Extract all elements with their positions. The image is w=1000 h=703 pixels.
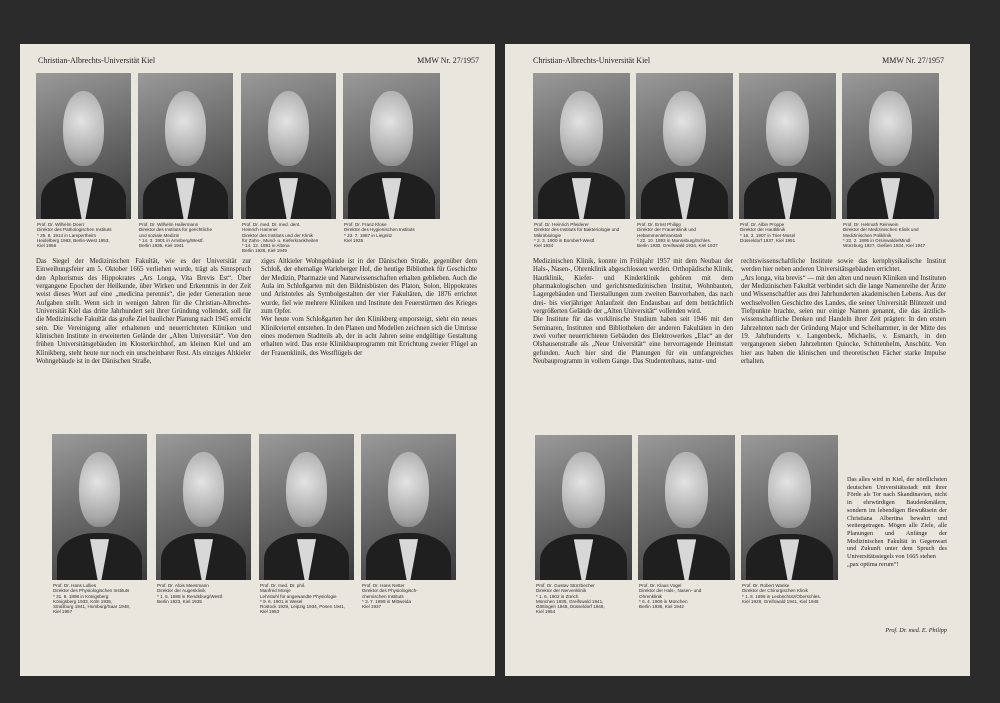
portrait-photo	[636, 73, 733, 219]
portrait-photo	[638, 435, 735, 580]
portrait-caption: Prof. Dr. Franz Klose Direktor des Hygienischen Instituts * 23. 7. 1887 in Liegnitz Kiel 1935	[344, 222, 415, 243]
portrait-photo	[138, 73, 233, 219]
right-page	[505, 44, 970, 676]
article-text-column: Medizinischen Klinik, konnte im Frühjahr 1957 mit dem Neubau der Hals-, Nasen-, Ohrenklinik abgeschlossen werden. Orthopädische Klinik, Hautklinik, Kiefer- und Kinderklinik gehören mit dem pharmakologischen und gerichtsmedizinischen Institut, Wohnbauten, Lagergebäuden und Tierstallungen zum zweiten Bauvorhaben, das nach drei- bis vierjähriger Anlaufzeit den Endausbau auf dem beträchtlich vergrößerten Gelände der „Alten Universität“ vollenden wird. Die Institute für das vorklinische Studium haben seit 1946 mit den Seminaren, Instituten und Bibliotheken der anderen Fakultäten in den zwei vorher neuerrichteten Gebäuden des Elektrowerkes „Elac“ an der Olshausenstraße als „Neue Universität“ eine hervorragende Heimstatt gefunden. Auch hier sind die Planungen für ein umfangreiches Neubauprogramm in vollem Gange. Das Studentenhaus, natur- und	[533, 258, 733, 366]
left-page	[20, 44, 495, 676]
portrait-caption: Prof. Dr. Hans Lullies Direktor des Physiologischen Instituts * 31. 8. 1898 in Königsberg Königsberg 1933, Köln 1935, Straßburg 1941, Homburg/Saar 1948, Kiel 1957	[53, 583, 131, 615]
portrait-caption: Prof. Dr. Ernst Philipp Direktor der Frauenklinik und Hebammenlehranstalt * 22. 10. 1893 in Mannsburg/Schles. Berlin 1930, Greifswald 1934, Kiel 1937	[637, 222, 718, 249]
article-text-column: ziges Altkieler Wohngebäude ist in der Dänischen Straße, gegenüber dem Schloß, der ehemalige Warleberger Hof, die heutige Bibliothek für Geschichte der Medizin, Pharmazie und Naturwissenschaften erhalten geblieben. Auch die Aula im Schloßgarten mit den Bildnisbüsten des Platon, Solon, Hippokrates und Aristoteles als Symbolgestalten der vier Fakultäten, die 1876 errichtet wurde, fiel wie mehrere Kliniken und Institute den Feuerstürmen des Krieges zum Opfer. Wer heute vom Schloßgarten her den Klinikberg emporsteigt, sieht ein neues Klinikviertel entstehen. In den Planen und Modellen zeichnen sich die Umrisse eines modernen Stadtteils ab, der in acht Jahren seine endgültige Gestaltung erhalten wird. Das erste Klinikbauprogramm mit Errichtung zweier Flügel an der Frauenklinik, des Westflügels der	[261, 258, 477, 357]
portrait-caption: Prof. Dr. Hans Netter Direktor des Physiologisch- chemischen Instituts * 3. 7. 1899 in Mittweida Kiel 1937	[362, 583, 418, 610]
portrait-caption: Prof. Dr. Robert Wanke Direktor der Chirurgischen Klinik * 1. 8. 1896 in Leobschütz/Oberschles. Kiel 1928, Greifswald 1941, Kiel 1946	[742, 583, 821, 604]
portrait-caption: Prof. Dr. Heinrich Pfeiderer Direktor des Instituts für Bakteriologie und Mikrobiologie * 2. 3. 1900 in Bomberf-Westf. Kiel 1934	[534, 222, 620, 249]
portrait-photo	[741, 435, 838, 580]
portrait-photo	[259, 434, 354, 580]
author-signature: Prof. Dr. med. E. Philipp	[885, 627, 947, 634]
left-header-title: Christian-Albrechts-Universität Kiel	[38, 56, 156, 65]
portrait-caption: Prof. Dr. Gustav Stürzbecher Direktor der Nervenklinik * 1. 6. 1902 in Zürich München 1935, Greifswald 1941, Göttingen 1948, Düsseldorf 1948, Kiel 1954	[536, 583, 605, 615]
portrait-caption: Prof. Dr. med. Dr. med. dent. Heinrich Hammer Direktor des Instituts und der Klinik für Zahn-, Mund- u. Kieferkrankheiten * 14. 12. 1891 in Altona Berlin 1928, Kiel 1949	[242, 222, 319, 254]
portrait-caption: Prof. Dr. med. Dr. phil. Manfred Monje Lehrstuhl für angewandte Physiologie * 9. 6. 1901 in Wesel Rostock 1929, Leipzig 1934, Posen 1941, Kiel 1953	[260, 583, 346, 615]
portrait-photo	[156, 434, 251, 580]
portrait-photo	[535, 435, 632, 580]
portrait-photo	[36, 73, 131, 219]
article-text-column: Das Siegel der Medizinischen Fakultät, wie es der Universität zur Einweihungsfeier am 5. Oktober 1665 verliehen wurde, trägt als Sinnspruch den Aphorismus des Hippokrates „Ars Longa, Vita Brevis Est“. Über vergangene Epochen der Heilkunde, über Wirken und Erkenntnis in der Zeit weist dieses Wort auf eine „medicina perennis“, die jeder Generation neue Aufgaben stellt. Wenn sich in wenigen Jahren für die Christian-Albrechts-Universität Kiel das dritte Jahrhundert seit ihrer Gründung vollendet, soll für die Medizinische Fakultät das große Ziel baulicher Planung nach 1945 erreicht sein. Die Vereinigung aller erhaltenen und neuerrichteten Kliniken und klinischen Institute in erweiterten Gelände der „Alten Universität“. Von den frühen Universitätsgebäuden im Klosterkirchhof, am kleinen Kiel und am Klinikberg, steht heute nur noch ein unscheinbarer Rest. Als einziges Altkieler Wohngebäude ist in der Dänischen Straße,	[36, 258, 251, 366]
portrait-caption: Prof. Dr. Wilhelm Doerr Direktor des Pathologischen Instituts * 25. 8. 1914 in Lampertheim Heidelberg 1963, Berlin-West 1953, Kiel 1956	[37, 222, 112, 249]
portrait-caption: Prof. Dr. Alois Meesmann Direktor der Augenklinik * 1. 5. 1888 in Rendsburg/Westf. Berlin 1923, Kiel 1935	[157, 583, 224, 604]
portrait-caption: Prof. Dr. Albin Proppe Direktor der Hautklinik * 16. 3. 1907 in Trier-Mosel Düsseldorf 1937, Kiel 1951	[740, 222, 796, 243]
portrait-photo	[241, 73, 336, 219]
right-header-title: Christian-Albrechts-Universität Kiel	[533, 56, 651, 65]
portrait-caption: Prof. Dr. Helmuth Reinwein Direktor der Medizinischen Klinik und Medizinischen Poliklinik * 22. 2. 1895 in Orsinwalde/Mindl. Würzburg 1927, Gießen 1934, Kiel 1947	[843, 222, 926, 249]
portrait-photo	[739, 73, 836, 219]
right-header-issue: MMW Nr. 27/1957	[882, 56, 944, 65]
article-text-column: rechtswissenschaftliche Institute sowie das kernphysikalische Institut werden hier neben anderen Universitätsgebäuden errichtet. „Ars longa, vita brevis“ — mit den alten und neuen Kliniken und Instituten der Medizinischen Fakultät verbindet sich die lange Namenreihe der Ärzte und Wissenschaftler aus drei Jahrhunderten akademischen Lebens. Aus der wechselvollen Geschichte des Landes, die seiner Universität Blütezeit und Tiefpunkte brachte, seien nur einige Namen genannt, die das ärztlich-wissenschaftliche Denken und Handeln ihrer Zeit prägten: In den ersten Jahrzehnten nach der Gründung Major und Schelhammer, in der Mitte des 19. Jahrhunderts v. Langenbeck, Michaelis, v. Esmarch, in den vergangenen sieben Jahrzehnten Quincke, Schittenhelm, Anschütz. Von hier aus haben die klinischen und theoretischen Fächer starke Impulse erhalten.	[741, 258, 946, 366]
portrait-photo	[842, 73, 939, 219]
portrait-photo	[533, 73, 630, 219]
portrait-caption: Prof. Dr. Wilhelm Hallermann Direktor des Instituts für gerichtliche und soziale Medizin * 14. 3. 1901 in Arnsberg/Westf. Berlin 1935, Kiel 1941	[139, 222, 213, 249]
closing-text-column: Das alles wird in Kiel, der nördlichsten deutschen Universitätsstadt mit ihrer Förde als Tor nach Skandinavien, nicht in ehrwürdigen Baudenkmälern, sondern im lebendigen Bewußtsein der Christiana Albertina bewahrt und weitergetragen. Mögen alle Ziele, alle Planungen und Anfänge der Medizinischen Fakultät in Gegenwart und Zukunft unter dem Spruch des Universitätssiegels von 1665 stehen „pax optima rerum“!	[847, 476, 947, 568]
portrait-photo	[343, 73, 440, 219]
portrait-photo	[361, 434, 456, 580]
portrait-caption: Prof. Dr. Klaus Vogel Direktor der Hals-, Nasen- und Ohrenklinik * 6. 4. 1906 in München Berlin 1938, Kiel 1942	[639, 583, 702, 610]
left-header-issue: MMW Nr. 27/1957	[417, 56, 479, 65]
portrait-photo	[52, 434, 147, 580]
